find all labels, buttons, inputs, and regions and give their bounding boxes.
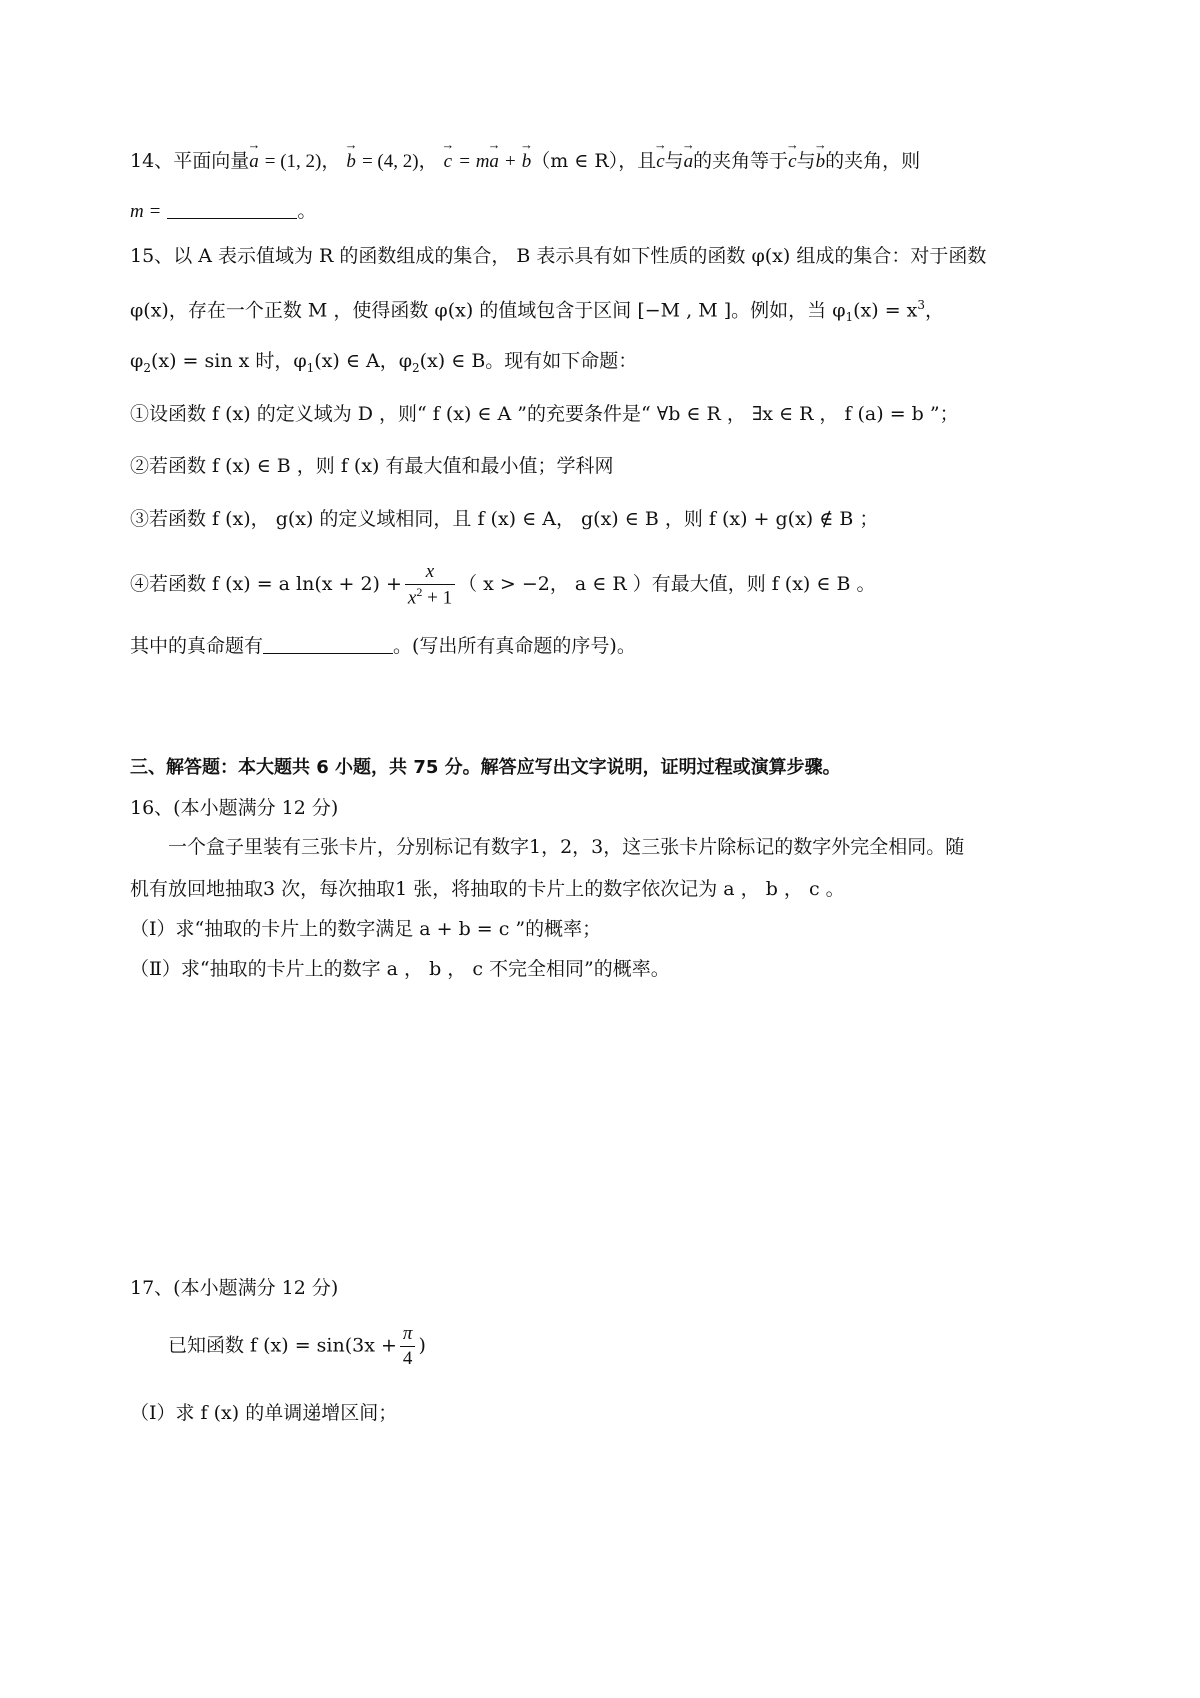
q16-part-2: （Ⅱ）求“抽取的卡片上的数字 a ， b ， c 不完全相同”的概率。 [130, 958, 670, 980]
vector-a: → a [249, 151, 259, 174]
vector-c: → c [444, 151, 452, 174]
q16-label: 16、(本小题满分 12 分) [130, 797, 339, 819]
section-heading: 三、解答题：本大题共 6 小题，共 75 分。解答应写出文字说明，证明过程或演算步骤。 [130, 757, 841, 778]
q14-line2: m = 。 [130, 200, 317, 222]
q17-label: 17、(本小题满分 12 分) [130, 1277, 339, 1299]
vector-b: → b [346, 151, 356, 174]
answer-blank[interactable] [167, 200, 297, 219]
q17-part-1: （Ⅰ）求 f (x) 的单调递增区间； [130, 1402, 398, 1424]
q16-body-1: 一个盒子里装有三张卡片，分别标记有数字1，2，3，这三张卡片除标记的数字外完全相同。随 [168, 836, 965, 858]
q15-line1: 15、以 A 表示值域为 R 的函数组成的集合， B 表示具有如下性质的函数 φ(x) 组成的集合：对于函数 [130, 245, 987, 267]
answer-blank[interactable] [263, 635, 393, 654]
q16-body-2: 机有放回地抽取3 次，每次抽取1 张，将抽取的卡片上的数字依次记为 a ， b ， c 。 [130, 878, 845, 900]
q15-label: 15、 [130, 245, 174, 267]
proposition-3: ③若函数 f (x)， g(x) 的定义域相同，且 f (x) ∈ A， g(x) ∈ B ，则 f (x) + g(x) ∉ B ； [130, 508, 879, 530]
fraction: $\frac{\pi}{4}$ [400, 1322, 416, 1371]
q17-given: 已知函数 f (x) = sin(3x + $\frac{\pi}{4}$ ) [168, 1323, 426, 1369]
proposition-2: ②若函数 f (x) ∈ B ，则 f (x) 有最大值和最小值；学科网 [130, 455, 614, 477]
proposition-4: ④若函数 f (x) = a ln(x + 2) + $\frac{x}{x^2 + 1}$ （ x > −2， a ∈ R ）有最大值，则 f (x) ∈ B 。 [130, 561, 876, 609]
fraction: $\frac{x}{x^2 + 1}$ [405, 560, 455, 610]
q14-line1: 14、平面向量→ a = (1, 2)， → b = (4, 2)， → c = m→ a + → b（m ∈ R），且→ c与→ a的夹角等于→ c与→ b的夹角，则 [130, 150, 920, 174]
q14-label: 14、 [130, 150, 174, 172]
q16-part-1: （Ⅰ）求“抽取的卡片上的数字满足 a + b = c ”的概率； [130, 918, 602, 940]
q15-line3: $\varphi_2(x) = \sin x$ 时，$\varphi_1(x)$ ∈ A，$\varphi_2(x)$ ∈ B。现有如下命题： [130, 350, 638, 375]
proposition-1: ①设函数 f (x) 的定义域为 D ，则“ f (x) ∈ A ”的充要条件是“ ∀b ∈ R ， ∃x ∈ R ， f (a) = b ”； [130, 403, 959, 425]
q15-answer-line: 其中的真命题有 。(写出所有真命题的序号)。 [130, 635, 636, 657]
q15-line2: φ(x)，存在一个正数 M ，使得函数 φ(x) 的值域包含于区间 [−M , M ]。例如，当 $\varphi_1(x) = x^3$， [130, 298, 945, 325]
